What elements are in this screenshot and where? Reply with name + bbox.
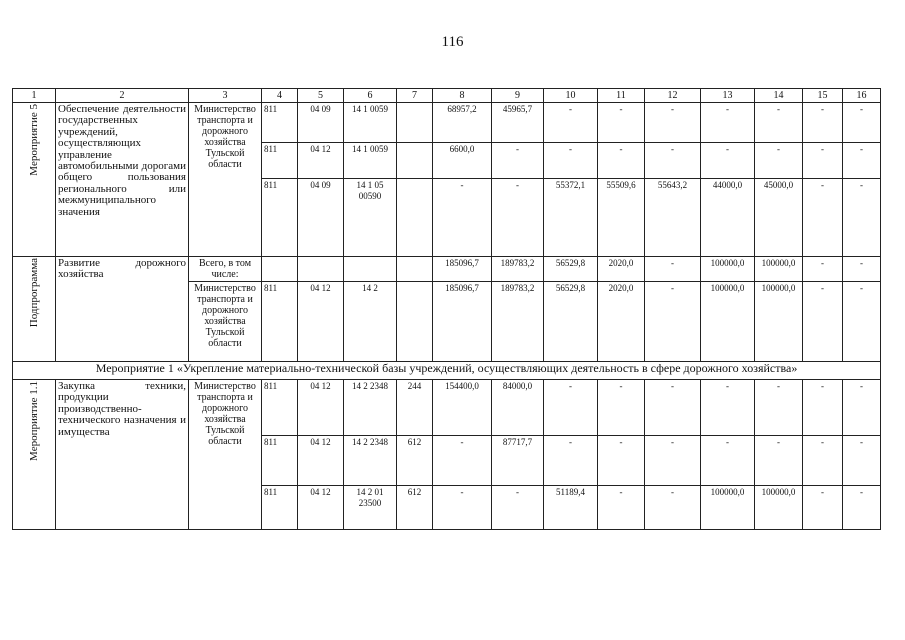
table-cell: -: [492, 179, 544, 257]
table-cell: -: [433, 179, 492, 257]
table-cell: 811: [262, 282, 298, 362]
column-header: 3: [189, 89, 262, 103]
column-header: 15: [803, 89, 843, 103]
column-header: 13: [701, 89, 755, 103]
table-cell: -: [701, 143, 755, 179]
table-cell: -: [544, 143, 598, 179]
table-cell: 45000,0: [755, 179, 803, 257]
table-cell: 612: [397, 436, 433, 486]
table-cell: 811: [262, 436, 298, 486]
table-cell: -: [803, 436, 843, 486]
table-cell: 185096,7: [433, 257, 492, 282]
responsible-org: Министерство транспорта и дорожного хозяйства Тульской области: [189, 103, 262, 257]
column-header: 16: [843, 89, 881, 103]
table-cell: -: [544, 380, 598, 436]
table-cell: 14 1 05 00590: [344, 179, 397, 257]
table-row: [13, 257, 881, 282]
table-cell: -: [598, 486, 645, 530]
table-cell: -: [803, 143, 843, 179]
table-cell: -: [803, 486, 843, 530]
table-cell: -: [803, 380, 843, 436]
table-cell: 100000,0: [701, 282, 755, 362]
table-cell: 189783,2: [492, 282, 544, 362]
table-cell: -: [843, 257, 881, 282]
table-cell: 100000,0: [755, 486, 803, 530]
table-cell: -: [492, 143, 544, 179]
table-cell: [262, 257, 298, 282]
table-cell: -: [803, 103, 843, 143]
responsible-org: Министерство транспорта и дорожного хозяйства Тульской области: [189, 282, 262, 362]
table-cell: [397, 143, 433, 179]
page-number: 116: [441, 34, 464, 50]
table-cell: -: [544, 103, 598, 143]
table-row: [13, 103, 881, 143]
table-cell: 14 2 2348: [344, 436, 397, 486]
table-cell: -: [492, 486, 544, 530]
table-cell: 244: [397, 380, 433, 436]
table-cell: 55509,6: [598, 179, 645, 257]
column-header: 8: [433, 89, 492, 103]
column-header: 14: [755, 89, 803, 103]
row-group-label: Мероприятие 1.1: [13, 380, 56, 530]
column-header: 12: [645, 89, 701, 103]
table-cell: -: [645, 257, 701, 282]
table-cell: 100000,0: [755, 282, 803, 362]
table-cell: 811: [262, 103, 298, 143]
table-cell: 100000,0: [701, 486, 755, 530]
table-cell: -: [433, 486, 492, 530]
table-cell: -: [598, 103, 645, 143]
total-label: Всего, в том числе:: [189, 257, 262, 282]
table-cell: 811: [262, 380, 298, 436]
table-cell: -: [645, 380, 701, 436]
column-header: 6: [344, 89, 397, 103]
table-cell: -: [755, 103, 803, 143]
table-cell: [298, 257, 344, 282]
table-cell: 04 12: [298, 143, 344, 179]
table-cell: 04 12: [298, 436, 344, 486]
table-row: [13, 362, 881, 380]
table-cell: -: [755, 380, 803, 436]
table-cell: 04 09: [298, 103, 344, 143]
table-cell: 14 2: [344, 282, 397, 362]
table-cell: -: [843, 282, 881, 362]
table-cell: -: [803, 179, 843, 257]
column-header: 4: [262, 89, 298, 103]
table-cell: -: [598, 143, 645, 179]
table-cell: [344, 257, 397, 282]
table-cell: 154400,0: [433, 380, 492, 436]
column-header: 2: [56, 89, 189, 103]
table-cell: -: [701, 380, 755, 436]
activity-name: Обеспечение деятельности государственных учреждений, осуществляющих управление автомобильными дорогами общего пользования регионального или межмуниципального значения: [56, 103, 189, 257]
table-cell: 811: [262, 486, 298, 530]
column-header: 7: [397, 89, 433, 103]
table-cell: 55372,1: [544, 179, 598, 257]
row-group-label: Мероприятие 5: [13, 103, 56, 257]
table-cell: 189783,2: [492, 257, 544, 282]
table-cell: 84000,0: [492, 380, 544, 436]
table-cell: -: [645, 103, 701, 143]
table-cell: -: [803, 257, 843, 282]
table-cell: -: [843, 143, 881, 179]
table-cell: 14 1 0059: [344, 103, 397, 143]
table-cell: 100000,0: [701, 257, 755, 282]
table-cell: -: [843, 436, 881, 486]
table-cell: 55643,2: [645, 179, 701, 257]
activity-name: Закупка техники, продукции производственно-технического назначения и имущества: [56, 380, 189, 530]
table-cell: [397, 103, 433, 143]
table-cell: -: [755, 143, 803, 179]
table-cell: 14 1 0059: [344, 143, 397, 179]
table-cell: -: [843, 103, 881, 143]
table-cell: 811: [262, 143, 298, 179]
table-cell: 14 2 01 23500: [344, 486, 397, 530]
table-cell: 44000,0: [701, 179, 755, 257]
table-cell: -: [755, 436, 803, 486]
table-cell: -: [598, 436, 645, 486]
budget-table: [12, 88, 881, 530]
table-cell: 811: [262, 179, 298, 257]
table-cell: 6600,0: [433, 143, 492, 179]
table-cell: 04 12: [298, 282, 344, 362]
table-cell: -: [645, 143, 701, 179]
column-header: 1: [13, 89, 56, 103]
table-row: [13, 380, 881, 436]
table-cell: 2020,0: [598, 282, 645, 362]
column-header: 10: [544, 89, 598, 103]
table-cell: 04 12: [298, 486, 344, 530]
table-cell: 04 12: [298, 380, 344, 436]
column-header: 9: [492, 89, 544, 103]
table-cell: -: [544, 436, 598, 486]
table-cell: -: [645, 282, 701, 362]
column-header: 11: [598, 89, 645, 103]
table-cell: -: [843, 179, 881, 257]
table-cell: -: [433, 436, 492, 486]
header-row: [13, 89, 881, 103]
table-cell: -: [645, 436, 701, 486]
table-cell: -: [701, 436, 755, 486]
table-cell: 68957,2: [433, 103, 492, 143]
table-cell: -: [701, 103, 755, 143]
table-cell: [397, 179, 433, 257]
column-header: 5: [298, 89, 344, 103]
table-cell: 185096,7: [433, 282, 492, 362]
row-group-label: Подпрограмма: [13, 257, 56, 362]
table-cell: 87717,7: [492, 436, 544, 486]
responsible-org: Министерство транспорта и дорожного хозяйства Тульской области: [189, 380, 262, 530]
table-cell: -: [843, 486, 881, 530]
table-cell: [397, 257, 433, 282]
table-cell: 100000,0: [755, 257, 803, 282]
table-cell: -: [843, 380, 881, 436]
table-cell: [397, 282, 433, 362]
table-cell: -: [598, 380, 645, 436]
table-cell: 56529,8: [544, 257, 598, 282]
table-cell: 14 2 2348: [344, 380, 397, 436]
table-cell: 45965,7: [492, 103, 544, 143]
table-cell: 56529,8: [544, 282, 598, 362]
table-cell: -: [645, 486, 701, 530]
table-cell: -: [803, 282, 843, 362]
table-cell: 04 09: [298, 179, 344, 257]
table-cell: 612: [397, 486, 433, 530]
activity-name: Развитие дорожного хозяйства: [56, 257, 189, 362]
section-header: Мероприятие 1 «Укрепление материально-технической базы учреждений, осуществляющих деятельность в сфере дорожного хозяйства»: [13, 362, 881, 380]
table-cell: 51189,4: [544, 486, 598, 530]
table-cell: 2020,0: [598, 257, 645, 282]
